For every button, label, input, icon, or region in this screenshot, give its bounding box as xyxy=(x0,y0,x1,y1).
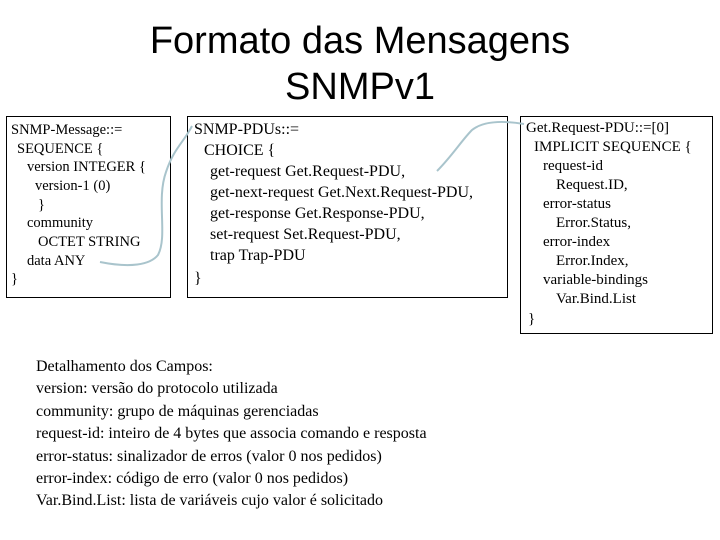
details-item: community: grupo de máquinas gerenciadas xyxy=(36,402,319,420)
details-item: error-index: código de erro (valor 0 nos pedidos) xyxy=(36,470,349,488)
connector-data-to-pdus xyxy=(100,126,192,265)
snmp-message-line: version-1 (0) xyxy=(35,178,111,194)
get-request-line: Get.Request-PDU::=[0] xyxy=(526,120,670,136)
snmp-message-line: community xyxy=(27,215,94,231)
get-request-line: } xyxy=(528,311,536,327)
snmp-pdus-line: set-request Set.Request-PDU, xyxy=(210,226,401,243)
snmp-message-line: version INTEGER { xyxy=(27,159,146,175)
snmp-pdus-line: get-response Get.Response-PDU, xyxy=(210,205,425,222)
details-item: error-status: sinalizador de erros (valor 0 nos pedidos) xyxy=(36,447,382,465)
field-details xyxy=(36,356,427,513)
snmp-message-line: SNMP-Message::= xyxy=(11,122,123,138)
get-request-line: Var.Bind.List xyxy=(556,291,637,307)
get-request-line: request-id xyxy=(543,158,603,174)
get-request-line: IMPLICIT SEQUENCE { xyxy=(534,139,692,155)
snmp-pdus-line: get-next-request Get.Next.Request-PDU, xyxy=(210,184,474,201)
connector-getrequest-to-pdu xyxy=(437,122,524,171)
snmp-message-line: data ANY xyxy=(27,253,86,269)
snmp-pdus-line: CHOICE { xyxy=(204,142,276,159)
snmp-pdus-line: trap Trap-PDU xyxy=(210,247,306,264)
snmp-pdus-line: SNMP-PDUs::= xyxy=(194,121,300,138)
details-item: version: versão do protocolo utilizada xyxy=(36,380,278,398)
snmp-message-line: } xyxy=(38,197,45,213)
get-request-line: Error.Index, xyxy=(556,253,629,269)
title-line-2: SNMPv1 xyxy=(285,66,435,108)
get-request-line: error-index xyxy=(543,234,611,250)
get-request-line: error-status xyxy=(543,196,612,212)
snmp-pdus-line: get-request Get.Request-PDU, xyxy=(210,163,406,180)
get-request-line: Request.ID, xyxy=(556,177,628,193)
title-line-1: Formato das Mensagens xyxy=(149,20,571,62)
get-request-line: variable-bindings xyxy=(543,272,648,288)
snmp-message-line: SEQUENCE { xyxy=(17,141,104,157)
snmp-message-line: } xyxy=(11,271,18,287)
details-item: request-id: inteiro de 4 bytes que associa comando e resposta xyxy=(36,425,427,443)
details-item: Var.Bind.List: lista de variáveis cujo valor é solicitado xyxy=(36,492,384,510)
snmp-message-line: OCTET STRING xyxy=(38,234,141,250)
snmp-pdus-line: } xyxy=(194,270,202,287)
details-heading: Detalhamento dos Campos: xyxy=(36,358,213,375)
get-request-line: Error.Status, xyxy=(556,215,631,231)
